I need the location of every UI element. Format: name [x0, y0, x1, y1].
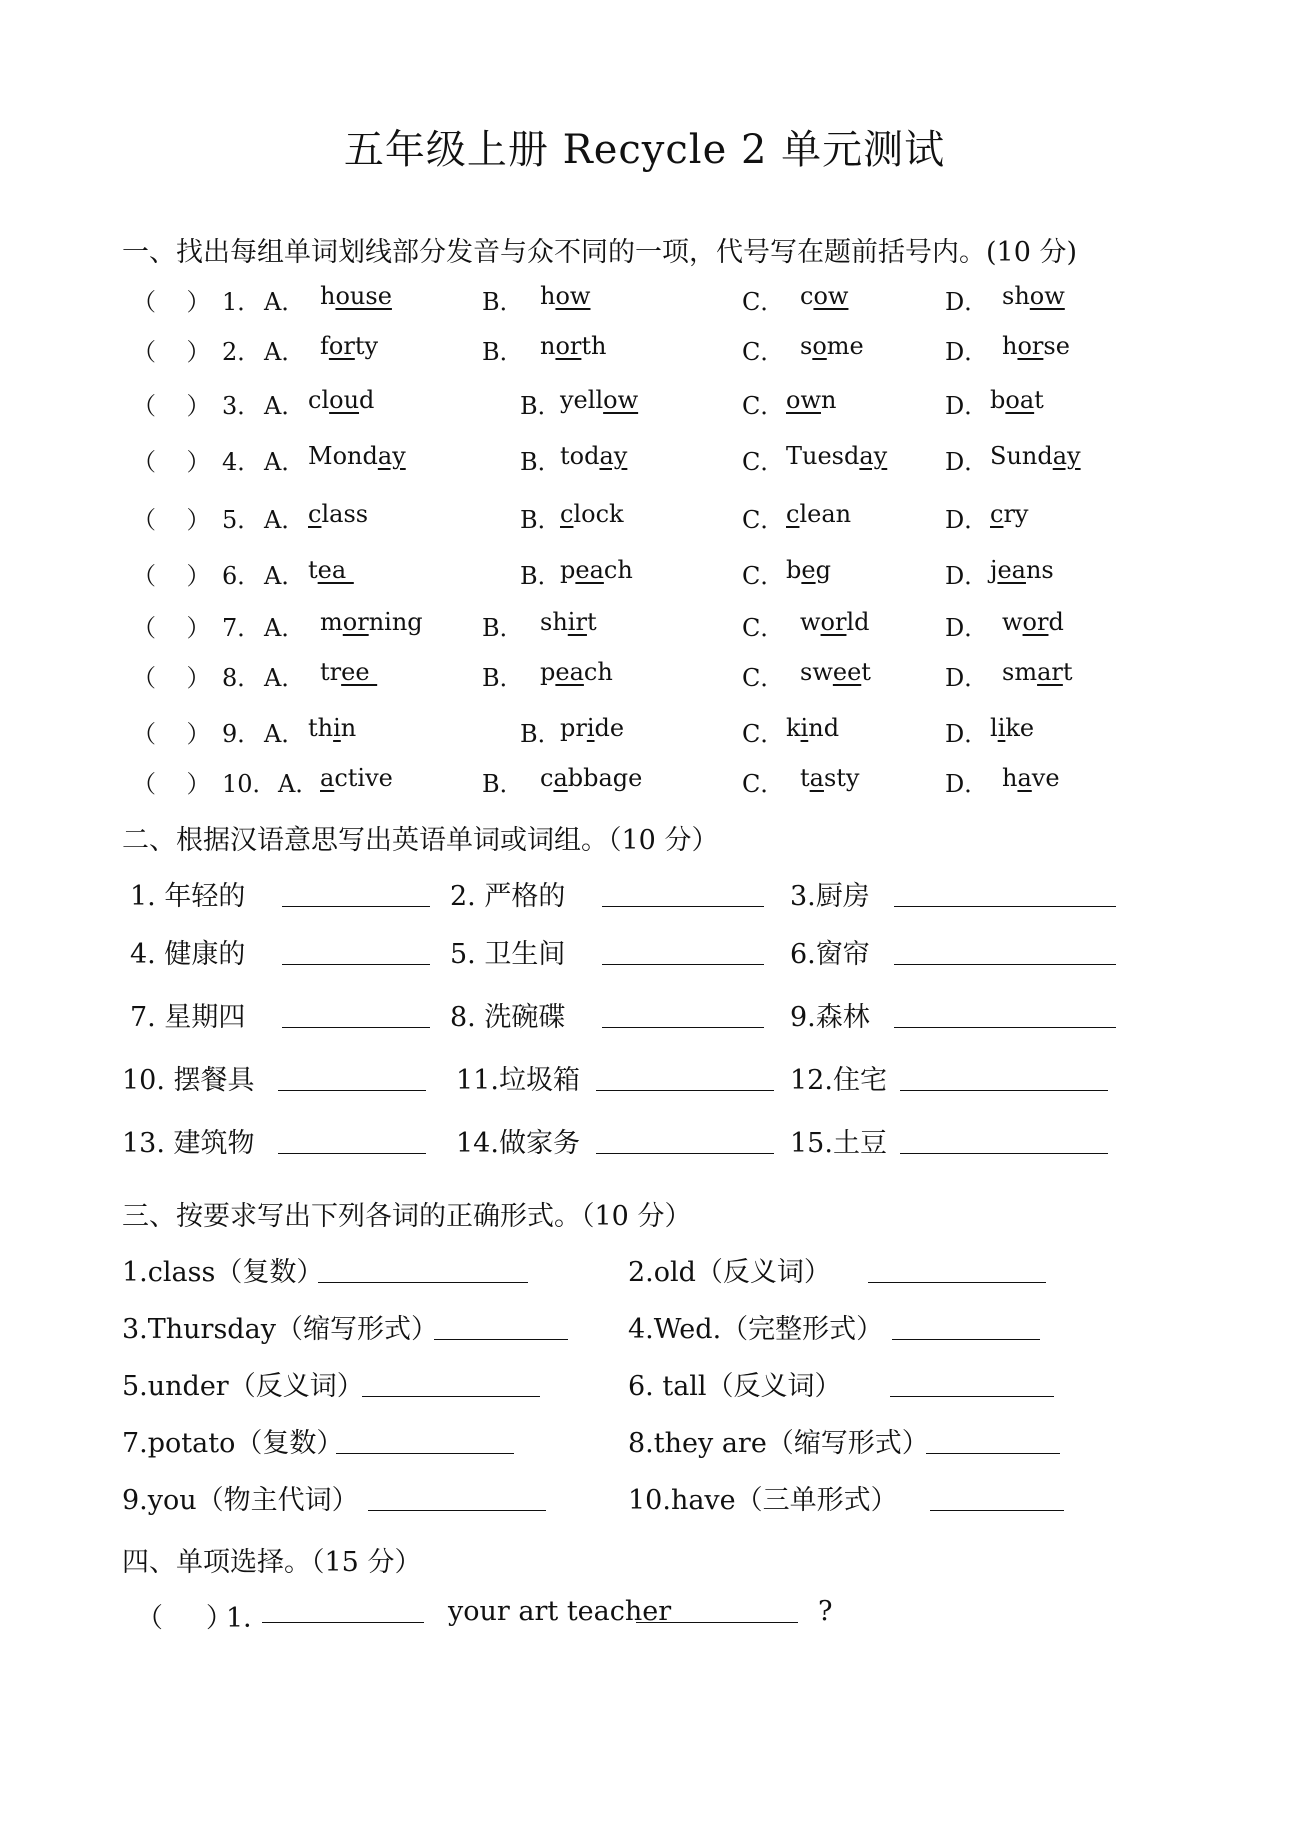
answer-blank[interactable]: [362, 1370, 540, 1397]
word-underlined-part: or: [342, 608, 369, 636]
option-word[interactable]: [800, 608, 870, 636]
option-word[interactable]: [308, 556, 354, 584]
answer-blank[interactable]: [282, 1001, 430, 1028]
word-underlined-part: or: [1022, 608, 1049, 636]
word-suffix: t: [586, 608, 597, 636]
word-prefix: tr: [320, 658, 342, 686]
word-underlined-part: or: [1017, 332, 1044, 360]
vocab-prompt: 3.厨房: [790, 881, 870, 912]
answer-blank[interactable]: [900, 1064, 1108, 1091]
option-word[interactable]: [540, 764, 642, 792]
option-word[interactable]: [786, 556, 831, 584]
option-word[interactable]: [560, 442, 627, 470]
word-form-prompt: 4.Wed.（完整形式）: [628, 1314, 884, 1345]
option-letter: C．: [742, 288, 785, 316]
option-word[interactable]: [560, 386, 638, 414]
option-word[interactable]: [560, 556, 633, 584]
option-letter: D．: [945, 448, 989, 476]
option-word[interactable]: [990, 442, 1081, 470]
vocab-prompt: 1. 年轻的: [130, 881, 246, 912]
option-letter: A．: [264, 392, 306, 420]
answer-blank[interactable]: [900, 1127, 1108, 1154]
question-row: [0, 714, 1289, 754]
word-prefix: Sund: [990, 442, 1053, 470]
word-prefix: cl: [308, 386, 330, 414]
option-word[interactable]: [786, 500, 851, 528]
answer-blank[interactable]: [282, 938, 430, 965]
word-suffix: me: [826, 332, 864, 360]
question-row: [0, 282, 1289, 322]
word-underlined-part: a: [553, 764, 568, 792]
word-underlined-part: i: [800, 714, 809, 742]
option-letter: A．: [264, 448, 306, 476]
answer-blank[interactable]: [926, 1427, 1060, 1454]
word-underlined-part: or: [328, 332, 355, 360]
word-suffix: ve: [1031, 764, 1060, 792]
section-4-heading: 四、单项选择。（15 分）: [122, 1547, 422, 1578]
answer-blank[interactable]: [868, 1256, 1046, 1283]
word-suffix: ld: [846, 608, 870, 636]
answer-blank[interactable]: [278, 1127, 426, 1154]
option-word[interactable]: [308, 442, 406, 470]
word-prefix: p: [540, 658, 556, 686]
option-letter: B．: [520, 506, 562, 534]
option-letter: C．: [742, 720, 785, 748]
option-word[interactable]: [308, 714, 356, 742]
word-suffix: sty: [823, 764, 860, 792]
option-word[interactable]: [320, 658, 377, 686]
answer-blank[interactable]: [894, 938, 1116, 965]
word-form-prompt: 9.you（物主代词）: [122, 1485, 359, 1516]
option-word[interactable]: [800, 282, 848, 310]
option-letter: B．: [520, 720, 562, 748]
option-word[interactable]: [1002, 282, 1065, 310]
vocab-prompt: 4. 健康的: [130, 939, 246, 970]
word-prefix: h: [320, 282, 336, 310]
word-underlined-part: ouse: [335, 282, 392, 310]
question-number: 3．: [222, 392, 262, 420]
option-letter: D．: [945, 562, 989, 590]
word-underlined-part: ou: [329, 386, 360, 414]
section-1-heading: 一、找出每组单词划线部分发音与众不同的一项，代号写在题前括号内。(10 分): [122, 237, 1078, 268]
question-number: 2．: [222, 338, 262, 366]
option-word[interactable]: [560, 714, 624, 742]
word-underlined-part: ea: [317, 556, 354, 584]
option-word[interactable]: [1002, 332, 1070, 360]
answer-blank[interactable]: [434, 1313, 568, 1340]
option-letter: B．: [482, 338, 524, 366]
word-underlined-part: ee: [832, 658, 862, 686]
word-prefix: sm: [1002, 658, 1038, 686]
answer-blank[interactable]: [318, 1256, 528, 1283]
word-underlined-part: ay: [859, 442, 888, 470]
question-number: 9．: [222, 720, 262, 748]
option-word[interactable]: [308, 500, 368, 528]
option-letter: C．: [742, 506, 785, 534]
word-underlined-part: ar: [1037, 658, 1063, 686]
option-letter: B．: [520, 392, 562, 420]
question-text: your art teacher: [448, 1596, 672, 1627]
answer-bracket[interactable]: （ ）: [132, 448, 211, 476]
word-form-prompt: 1.class（复数）: [122, 1257, 324, 1288]
word-prefix: c: [800, 282, 814, 310]
answer-blank[interactable]: [282, 880, 430, 907]
word-underlined-part: ea: [997, 556, 1026, 584]
word-underlined-part: e: [801, 556, 816, 584]
answer-bracket[interactable]: （ ）: [132, 288, 211, 316]
word-prefix: Tuesd: [786, 442, 860, 470]
word-prefix: yell: [560, 386, 604, 414]
word-suffix: ch: [583, 658, 613, 686]
word-underlined-part: a: [320, 764, 335, 792]
option-letter: C．: [742, 770, 785, 798]
option-word[interactable]: [990, 714, 1034, 742]
question-number: 4．: [222, 448, 262, 476]
option-word[interactable]: [990, 556, 1054, 584]
option-word[interactable]: [786, 442, 887, 470]
word-suffix: lass: [321, 500, 369, 528]
word-suffix: ty: [354, 332, 379, 360]
word-suffix: nd: [808, 714, 840, 742]
word-suffix: ry: [1003, 500, 1029, 528]
option-letter: D．: [945, 392, 989, 420]
word-prefix: b: [786, 556, 802, 584]
word-prefix: pr: [560, 714, 587, 742]
word-form-prompt: 6. tall（反义词）: [628, 1371, 842, 1402]
word-suffix: d: [1048, 608, 1064, 636]
vocab-prompt: 10. 摆餐具: [122, 1065, 255, 1096]
word-underlined-part: ea: [575, 556, 604, 584]
answer-bracket[interactable]: （ ）: [132, 506, 211, 534]
word-underlined-part: oa: [1005, 386, 1035, 414]
option-word[interactable]: [1002, 658, 1073, 686]
vocab-prompt: 6.窗帘: [790, 939, 870, 970]
answer-blank[interactable]: [602, 938, 764, 965]
answer-blank[interactable]: [262, 1596, 424, 1623]
word-suffix: d: [359, 386, 375, 414]
option-letter: B．: [520, 562, 562, 590]
option-letter: A．: [264, 664, 306, 692]
answer-bracket[interactable]: （ ）: [132, 770, 211, 798]
vocab-prompt: 14.做家务: [456, 1128, 580, 1159]
question-row: [0, 442, 1289, 482]
vocab-prompt: 12.住宅: [790, 1065, 887, 1096]
word-underlined-part: c: [560, 500, 574, 528]
word-underlined-part: o: [812, 332, 827, 360]
word-underlined-part: a: [1017, 764, 1032, 792]
question-number: 1．: [222, 288, 262, 316]
word-underlined-part: ow: [1029, 282, 1065, 310]
vocab-prompt: 11.垃圾箱: [456, 1065, 580, 1096]
word-prefix: l: [990, 714, 998, 742]
word-suffix: de: [594, 714, 625, 742]
word-prefix: sw: [800, 658, 833, 686]
word-form-prompt: 8.they are（缩写形式）: [628, 1428, 929, 1459]
word-prefix: tod: [560, 442, 600, 470]
word-underlined-part: ay: [1052, 442, 1081, 470]
word-suffix: lock: [573, 500, 624, 528]
answer-blank[interactable]: [336, 1427, 514, 1454]
word-suffix: t: [1062, 658, 1073, 686]
option-letter: A．: [264, 562, 306, 590]
option-word[interactable]: [786, 386, 836, 414]
option-word[interactable]: [320, 608, 423, 636]
option-word[interactable]: [560, 500, 624, 528]
question-row: [0, 500, 1289, 540]
word-underlined-part: ee: [341, 658, 378, 686]
word-underlined-part: i: [586, 714, 595, 742]
option-word[interactable]: [1002, 608, 1064, 636]
option-letter: A．: [278, 770, 320, 798]
question-number: 6．: [222, 562, 262, 590]
word-prefix: w: [1002, 608, 1023, 636]
option-letter: D．: [945, 614, 989, 642]
word-suffix: lean: [799, 500, 852, 528]
question-end: ?: [818, 1596, 833, 1627]
question-number: 5．: [222, 506, 262, 534]
word-form-prompt: 2.old（反义词）: [628, 1257, 831, 1288]
answer-bracket[interactable]: （ ）: [136, 1603, 233, 1634]
word-prefix: b: [990, 386, 1006, 414]
word-underlined-part: or: [820, 608, 847, 636]
word-suffix: ning: [368, 608, 423, 636]
word-underlined-part: ow: [555, 282, 591, 310]
word-prefix: sh: [1002, 282, 1030, 310]
answer-blank[interactable]: [596, 1127, 774, 1154]
vocab-prompt: 13. 建筑物: [122, 1128, 255, 1159]
word-prefix: th: [308, 714, 334, 742]
answer-blank[interactable]: [930, 1484, 1064, 1511]
vocab-prompt: 5. 卫生间: [450, 939, 566, 970]
word-underlined-part: ay: [599, 442, 628, 470]
word-underlined-part: ea: [555, 658, 584, 686]
word-prefix: s: [800, 332, 813, 360]
option-letter: C．: [742, 664, 785, 692]
option-word[interactable]: [800, 332, 864, 360]
section-4-question-1: [0, 1596, 1289, 1636]
answer-bracket[interactable]: （ ）: [132, 392, 211, 420]
option-word[interactable]: [308, 386, 374, 414]
question-row: [0, 608, 1289, 648]
option-letter: C．: [742, 614, 785, 642]
word-underlined-part: ow: [786, 386, 821, 414]
word-prefix: h: [1002, 764, 1018, 792]
word-prefix: c: [540, 764, 554, 792]
option-word[interactable]: [800, 764, 860, 792]
option-word[interactable]: [540, 608, 597, 636]
option-word[interactable]: [320, 332, 378, 360]
option-letter: A．: [264, 506, 306, 534]
word-suffix: th: [581, 332, 607, 360]
option-word[interactable]: [540, 282, 590, 310]
word-form-prompt: 7.potato（复数）: [122, 1428, 344, 1459]
word-underlined-part: c: [786, 500, 800, 528]
answer-blank[interactable]: [890, 1370, 1054, 1397]
question-row: [0, 764, 1289, 804]
word-underlined-part: or: [555, 332, 582, 360]
option-letter: A．: [264, 338, 306, 366]
vocab-prompt: 7. 星期四: [130, 1002, 246, 1033]
option-word[interactable]: [990, 386, 1044, 414]
word-form-prompt: 5.under（反义词）: [122, 1371, 364, 1402]
word-prefix: w: [800, 608, 821, 636]
option-letter: A．: [264, 720, 306, 748]
option-letter: C．: [742, 338, 785, 366]
answer-blank[interactable]: [278, 1064, 426, 1091]
word-suffix: ns: [1025, 556, 1054, 584]
word-underlined-part: c: [990, 500, 1004, 528]
word-prefix: k: [786, 714, 801, 742]
word-prefix: j: [990, 556, 998, 584]
option-letter: D．: [945, 288, 989, 316]
option-letter: C．: [742, 448, 785, 476]
question-number: 8．: [222, 664, 262, 692]
vocab-prompt: 15.土豆: [790, 1128, 887, 1159]
question-row: [0, 556, 1289, 596]
option-letter: D．: [945, 720, 989, 748]
answer-blank[interactable]: [602, 1001, 764, 1028]
section-3-heading: 三、按要求写出下列各词的正确形式。（10 分）: [122, 1201, 692, 1232]
word-form-prompt: 10.have（三单形式）: [628, 1485, 898, 1516]
answer-bracket[interactable]: （ ）: [132, 338, 211, 366]
option-letter: C．: [742, 562, 785, 590]
word-suffix: n: [821, 386, 837, 414]
question-number: 7．: [222, 614, 262, 642]
page-title: 五年级上册 Recycle 2 单元测试: [343, 127, 946, 173]
word-prefix: n: [540, 332, 556, 360]
option-word[interactable]: [540, 332, 607, 360]
word-underlined-part: ay: [377, 442, 406, 470]
word-suffix: n: [340, 714, 357, 742]
option-letter: B．: [520, 448, 562, 476]
question-row: [0, 332, 1289, 372]
vocab-prompt: 9.森林: [790, 1002, 870, 1033]
option-word[interactable]: [800, 658, 871, 686]
answer-blank[interactable]: [894, 880, 1116, 907]
vocab-prompt: 8. 洗碗碟: [450, 1002, 566, 1033]
question-number: 10．: [222, 770, 277, 798]
word-suffix: se: [1043, 332, 1070, 360]
option-letter: A．: [264, 614, 306, 642]
option-word[interactable]: [320, 282, 392, 310]
answer-blank[interactable]: [596, 1064, 774, 1091]
word-prefix: sh: [540, 608, 568, 636]
option-word[interactable]: [540, 658, 613, 686]
answer-blank[interactable]: [894, 1001, 1116, 1028]
word-suffix: ch: [603, 556, 633, 584]
word-prefix: m: [320, 608, 343, 636]
word-suffix: ke: [1005, 714, 1035, 742]
option-letter: D．: [945, 338, 989, 366]
word-prefix: h: [540, 282, 556, 310]
option-letter: B．: [482, 614, 524, 642]
option-letter: C．: [742, 392, 785, 420]
word-suffix: ctive: [334, 764, 393, 792]
word-prefix: t: [308, 556, 318, 584]
word-underlined-part: ow: [813, 282, 849, 310]
answer-blank[interactable]: [368, 1484, 546, 1511]
option-word[interactable]: [1002, 764, 1060, 792]
answer-bracket[interactable]: （ ）: [132, 720, 211, 748]
option-letter: B．: [482, 770, 524, 798]
question-row: [0, 386, 1289, 426]
option-letter: D．: [945, 664, 989, 692]
word-suffix: g: [815, 556, 831, 584]
word-prefix: p: [560, 556, 576, 584]
word-underlined-part: i: [333, 714, 341, 742]
question-number: 1．: [226, 1603, 271, 1634]
answer-bracket[interactable]: （ ）: [132, 562, 211, 590]
word-prefix: f: [320, 332, 329, 360]
word-prefix: h: [1002, 332, 1018, 360]
section-2-heading: 二、根据汉语意思写出英语单词或词组。（10 分）: [122, 825, 719, 856]
word-prefix: t: [800, 764, 810, 792]
word-suffix: t: [1034, 386, 1044, 414]
option-letter: A．: [264, 288, 306, 316]
word-underlined-part: ir: [567, 608, 587, 636]
word-prefix: Mond: [308, 442, 378, 470]
question-row: [0, 658, 1289, 698]
vocab-prompt: 2. 严格的: [450, 881, 566, 912]
option-letter: D．: [945, 770, 989, 798]
answer-bracket[interactable]: （ ）: [132, 614, 211, 642]
word-underlined-part: i: [997, 714, 1006, 742]
answer-blank[interactable]: [636, 1596, 798, 1623]
word-underlined-part: a: [809, 764, 824, 792]
word-suffix: bbage: [567, 764, 643, 792]
answer-bracket[interactable]: （ ）: [132, 664, 211, 692]
option-letter: B．: [482, 288, 524, 316]
word-suffix: t: [861, 658, 871, 686]
word-underlined-part: c: [308, 500, 322, 528]
option-word[interactable]: [786, 714, 839, 742]
answer-blank[interactable]: [892, 1313, 1040, 1340]
option-letter: D．: [945, 506, 989, 534]
answer-blank[interactable]: [602, 880, 764, 907]
word-underlined-part: ow: [603, 386, 639, 414]
option-letter: B．: [482, 664, 524, 692]
word-form-prompt: 3.Thursday（缩写形式）: [122, 1314, 438, 1345]
option-word[interactable]: [990, 500, 1028, 528]
option-word[interactable]: [320, 764, 393, 792]
